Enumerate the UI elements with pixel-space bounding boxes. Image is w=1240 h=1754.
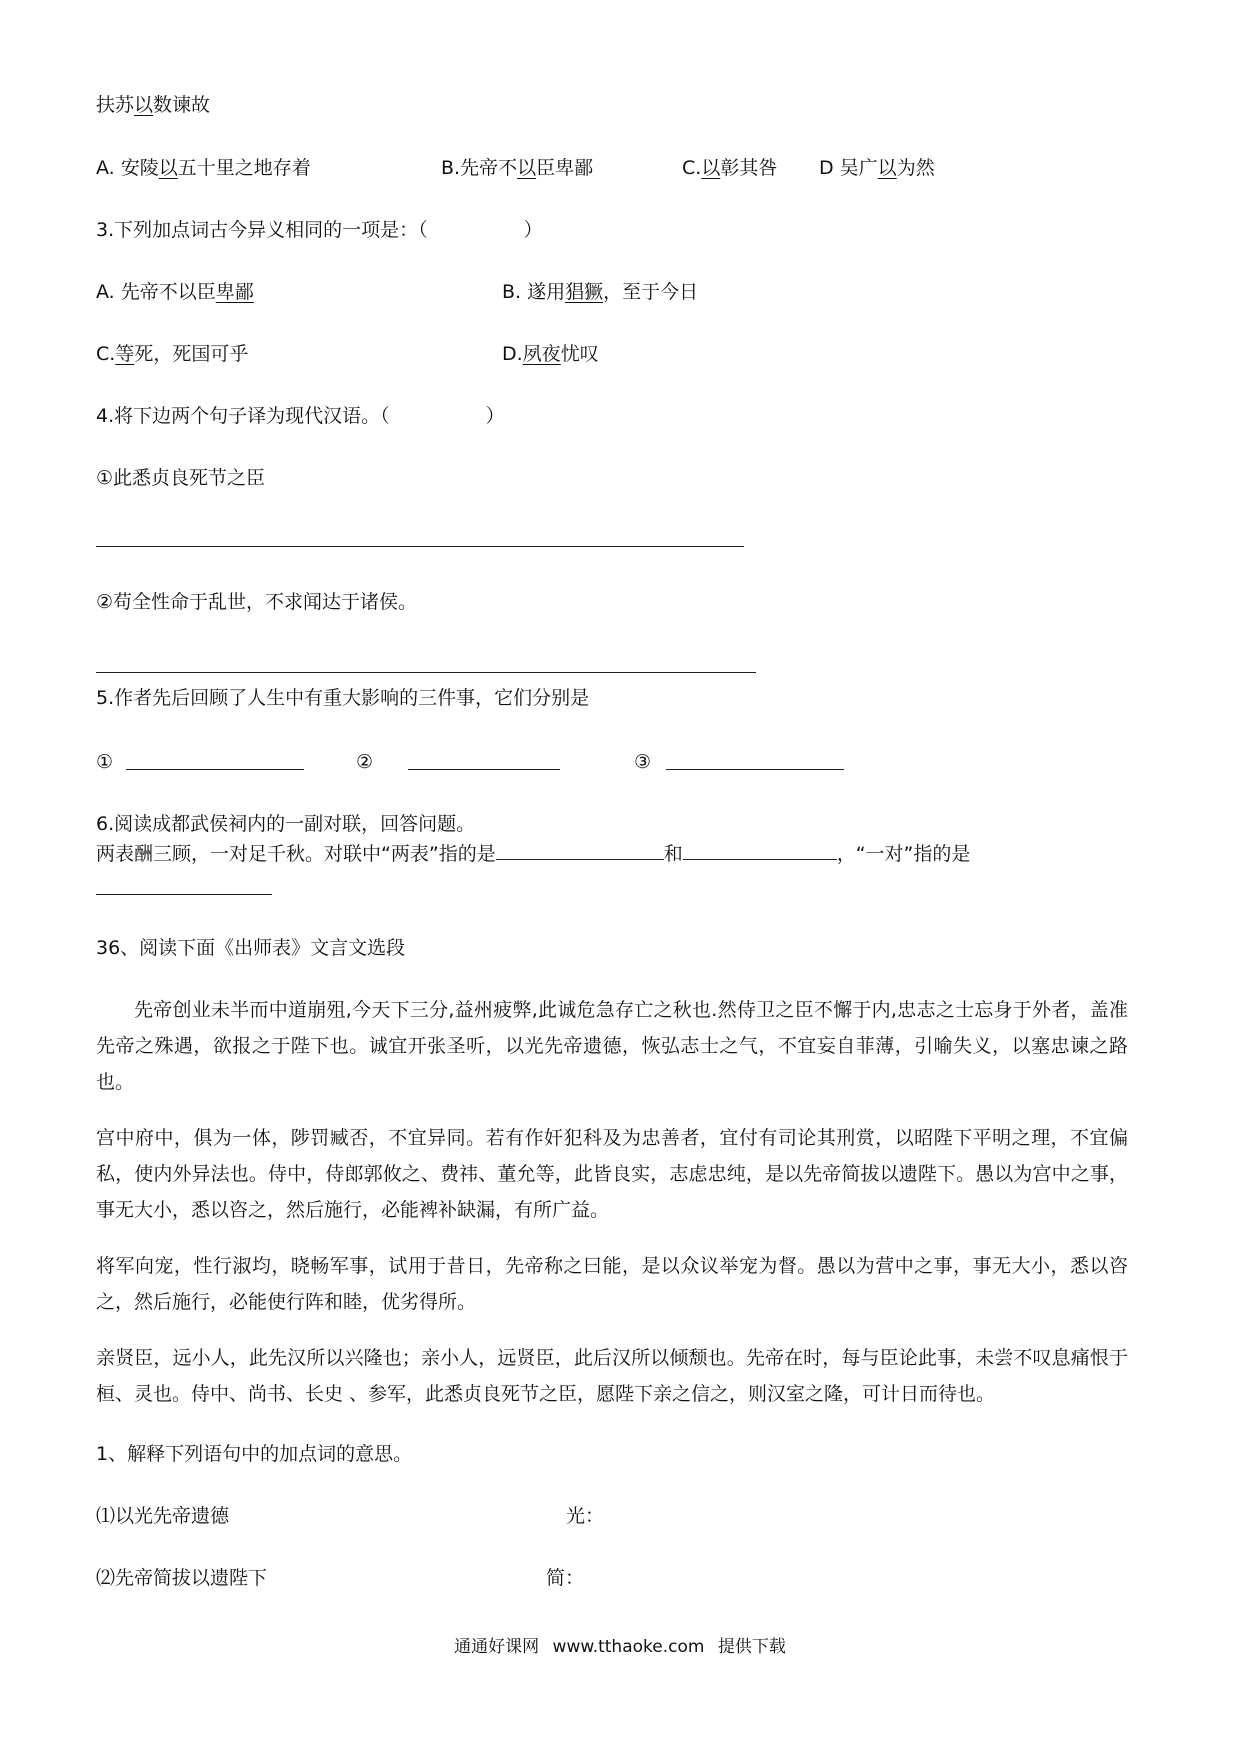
text: 忧叹	[560, 343, 599, 365]
q3-option-c	[96, 342, 248, 366]
passage-paragraph-2: 宫中府中，俱为一体，陟罚臧否，不宜异同。若有作奸犯科及为忠善者，宜付有司论其刑赏，以昭陛下平明之理，不宜偏私，使内外异法也。侍中，侍郎郭攸之、费祎、董允等，此皆良实，志虑忠纯，是以先帝简拔以遗陛下。愚以为宫中之事，事无大小，悉以咨之，然后施行，必能裨补缺漏，有所广益。	[96, 1127, 1128, 1221]
q3-option-d	[502, 342, 599, 366]
passage-paragraph-4: 亲贤臣，远小人，此先汉所以兴隆也；亲小人，远贤臣，此后汉所以倾颓也。先帝在时，每与臣论此事，未尝不叹息痛恨于桓、灵也。侍中、尚书、长史 、参军，此悉贞良死节之臣，愿陛下亲之信之，则汉室之隆，可计日而待也。	[96, 1347, 1128, 1405]
option-d	[819, 156, 935, 180]
text: A. 先帝不以臣	[96, 281, 216, 303]
passage-paragraph-3: 将军向宠，性行淑均，晓畅军事，试用于昔日，先帝称之曰能，是以众议举宠为督。愚以为营中之事，事无大小，悉以咨之，然后施行，必能使行阵和睦，优劣得所。	[96, 1255, 1128, 1313]
item-1-word: 光：	[566, 1505, 605, 1527]
q3-option-a	[96, 280, 254, 304]
text: 数谏故	[153, 94, 211, 116]
section-36-title: 36、阅读下面《出师表》文言文选段	[96, 937, 406, 959]
answer-line-q5-3[interactable]	[666, 769, 844, 770]
option-c	[682, 156, 777, 180]
underlined-word: 以	[158, 157, 178, 179]
passage-paragraph-1: 先帝创业未半而中道崩殂,今天下三分,益州疲弊,此诚危急存亡之秋也.然侍卫之臣不懈于内,忠志之士忘身于外者，盖准先帝之殊遇，欲报之于陛下也。诚宜开张圣听，以光先帝遗德，恢弘志士之气，不宜妄自菲薄，引喻失义，以塞忠谏之路也。	[96, 999, 1128, 1093]
option-b	[441, 156, 593, 180]
text: 五十里之地存着	[177, 157, 311, 179]
circle-1: ①	[96, 751, 114, 773]
text: ）	[523, 219, 543, 241]
text: 和	[663, 843, 683, 865]
text: 4.将下边两个句子译为现代汉语。（	[96, 405, 390, 427]
text: C.	[96, 343, 116, 365]
text: B. 遂用	[502, 281, 566, 303]
text: B.先帝不	[441, 157, 518, 179]
text: ，“一对”指的是	[836, 843, 971, 865]
footer-tail: 提供下载	[717, 1637, 786, 1657]
text: 两表酬三顾，一对足千秋。对联中“两表”指的是	[96, 843, 496, 865]
text: D 吴广	[819, 157, 878, 179]
circle-3: ③	[634, 751, 652, 773]
text: A. 安陵	[96, 157, 159, 179]
text: 死，死国可乎	[134, 343, 249, 365]
item-2-word: 简：	[546, 1567, 585, 1589]
underlined-word: 卑鄙	[215, 281, 254, 303]
option-a	[96, 156, 311, 180]
q3-option-b	[502, 280, 698, 304]
answer-line-q6-a[interactable]	[496, 845, 664, 860]
underlined-word: 以	[517, 157, 537, 179]
text: 臣卑鄙	[536, 157, 594, 179]
answer-line-q5-2[interactable]	[408, 769, 560, 770]
text: C.	[682, 157, 702, 179]
answer-line-q6-b[interactable]	[683, 845, 837, 860]
sentence-1: ①此悉贞良死节之臣	[96, 467, 266, 489]
question-6-line	[96, 842, 970, 866]
question-3-stem	[96, 218, 543, 242]
underlined-word: 以	[877, 157, 897, 179]
answer-line-q5-1[interactable]	[126, 769, 304, 770]
sentence-2: ②苟全性命于乱世，不求闻达于诸侯。	[96, 591, 418, 613]
question-36-1-stem: 1、解释下列语句中的加点词的意思。	[96, 1443, 413, 1465]
text: ）	[485, 405, 505, 427]
text: 3.下列加点词古今异义相同的一项是：（	[96, 219, 428, 241]
circle-2: ②	[356, 751, 374, 773]
underlined-word: 以	[701, 157, 721, 179]
footer-url[interactable]: www.tthaoke.com	[552, 1637, 705, 1657]
answer-line-q6-c[interactable]	[96, 894, 272, 895]
underlined-word: 等	[115, 343, 135, 365]
item-1-sentence: ⑴以光先帝遗德	[96, 1505, 230, 1527]
top-line	[96, 93, 210, 117]
text: D.	[502, 343, 523, 365]
underlined-word: 猖獗	[565, 281, 604, 303]
footer-site-name: 通通好课网	[454, 1637, 540, 1657]
answer-line-2[interactable]	[96, 672, 756, 673]
text: ，至于今日	[603, 281, 699, 303]
text: 扶苏	[96, 94, 135, 116]
text: 彰其咎	[720, 157, 778, 179]
question-5-stem: 5.作者先后回顾了人生中有重大影响的三件事，它们分别是	[96, 687, 590, 709]
question-4-stem	[96, 404, 505, 428]
answer-line-1[interactable]	[96, 546, 744, 547]
question-6-stem: 6.阅读成都武侯祠内的一副对联，回答问题。	[96, 813, 476, 835]
underlined-word: 以	[134, 94, 154, 116]
text: 为然	[896, 157, 935, 179]
item-2-sentence: ⑵先帝简拔以遗陛下	[96, 1567, 268, 1589]
page-footer	[0, 1636, 1240, 1658]
underlined-word: 夙夜	[522, 343, 561, 365]
